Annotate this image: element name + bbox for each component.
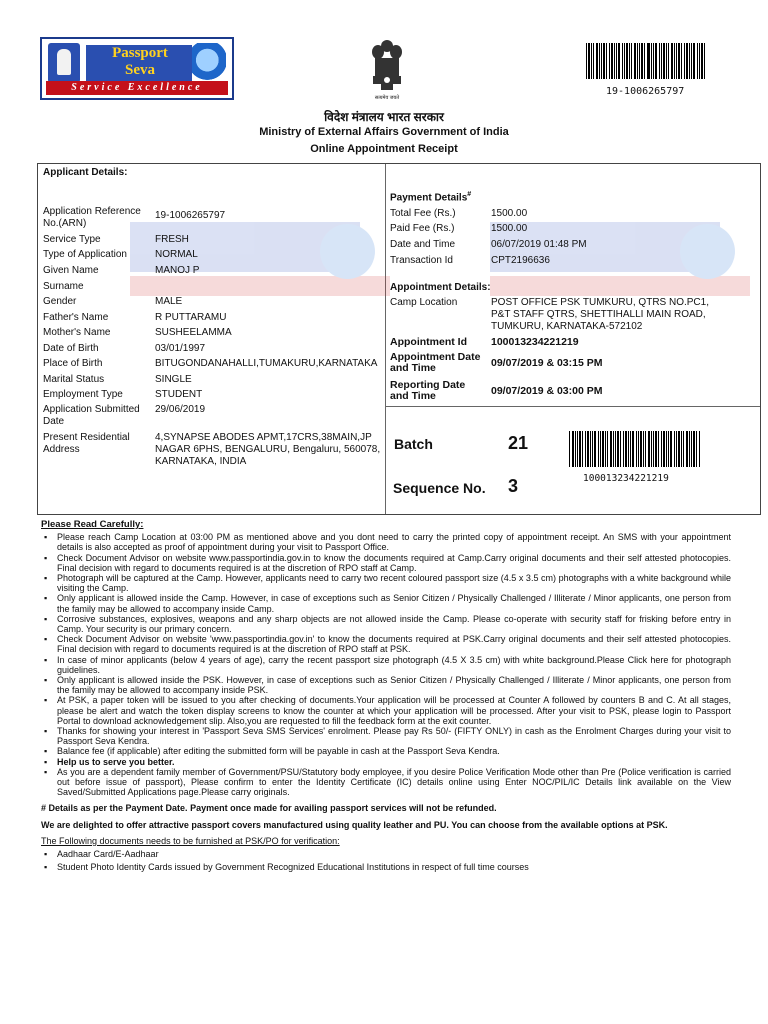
barcode-bar bbox=[615, 431, 616, 467]
applicant-value: FRESH bbox=[155, 234, 189, 245]
barcode-bar bbox=[569, 431, 570, 467]
barcode-bar bbox=[676, 431, 677, 467]
barcode-bar bbox=[686, 43, 688, 79]
barcode-bar bbox=[678, 431, 680, 467]
instruction-item: ▪ Only applicant is allowed inside the Camp. However, in case of exceptions such as Senior Citizen / Physically Challenged / Illiterate / Minor applicants, one person from the family may be allowed to accompany inside Camp. bbox=[57, 593, 731, 613]
barcode-bar bbox=[691, 43, 692, 79]
barcode-bar bbox=[637, 43, 638, 79]
instructions-title: Please Read Carefully: bbox=[41, 519, 144, 530]
applicant-value: SUSHEELAMMA bbox=[155, 327, 232, 338]
barcode-bar bbox=[659, 43, 660, 79]
documents-title: The Following documents needs to be furnished at PSK/PO for verification: bbox=[41, 835, 340, 846]
barcode-bar bbox=[681, 43, 682, 79]
payment-value: 1500.00 bbox=[491, 208, 528, 219]
barcode-bar bbox=[655, 43, 657, 79]
payment-value: 06/07/2019 01:48 PM bbox=[491, 239, 587, 250]
barcode-bar bbox=[626, 43, 628, 79]
barcode-bar bbox=[663, 43, 665, 79]
barcode-bar bbox=[601, 43, 602, 79]
applicant-label: Application Submitted Date bbox=[43, 404, 140, 427]
document-item: ▪ Aadhaar Card/E-Aadhaar bbox=[57, 849, 731, 859]
barcode-bar bbox=[651, 43, 652, 79]
barcode-bar bbox=[704, 43, 705, 79]
applicant-label: Employment Type bbox=[43, 389, 123, 400]
applicant-value: SINGLE bbox=[155, 374, 192, 385]
barcode-bar bbox=[582, 431, 583, 467]
payment-value: 1500.00 bbox=[491, 223, 528, 234]
applicant-value: 4,SYNAPSE ABODES APMT,17CRS,38MAIN,JP NAGAR 6PHS, BENGALURU, Bengaluru, 560078, KARNATAKA, INDIA bbox=[155, 432, 381, 467]
applicant-label: Type of Application bbox=[43, 249, 127, 260]
barcode-bar bbox=[623, 431, 624, 467]
barcode-bar bbox=[689, 431, 690, 467]
logo-title bbox=[86, 45, 194, 83]
instruction-item: ▪ Check Document Advisor on website 'www.passportindia.gov.in' to know the documents required at PSK.Carry original documents and their self attested photocopies. Final decision with regard to documents required is at the discretion of RPO staff at PSK. bbox=[57, 634, 731, 654]
logo-title-line1: Passport bbox=[112, 45, 168, 61]
barcode-bar bbox=[674, 431, 675, 467]
passport-seva-logo bbox=[40, 37, 234, 100]
barcode-bar bbox=[668, 43, 669, 79]
barcode-bar bbox=[653, 43, 654, 79]
barcode-bar bbox=[701, 43, 703, 79]
barcode-bar bbox=[645, 431, 646, 467]
barcode-bar bbox=[625, 431, 627, 467]
barcode-bar bbox=[631, 43, 632, 79]
barcode-bar bbox=[594, 431, 596, 467]
barcode-bar bbox=[647, 43, 648, 79]
barcode-bar bbox=[693, 43, 695, 79]
barcode-bar bbox=[661, 431, 662, 467]
applicant-label: Surname bbox=[43, 281, 84, 292]
barcode-bar bbox=[602, 431, 604, 467]
national-emblem-icon bbox=[370, 38, 404, 102]
header-receipt-title: Online Appointment Receipt bbox=[310, 143, 458, 155]
barcode-bar bbox=[686, 431, 688, 467]
barcode-bar bbox=[616, 43, 617, 79]
instruction-item: ▪ Balance fee (if applicable) after editing the submitted form will be payable in cash at the Passport Seva Kendra. bbox=[57, 746, 731, 756]
barcode-bar bbox=[671, 43, 673, 79]
barcode-bar bbox=[683, 431, 684, 467]
barcode-bar bbox=[681, 431, 682, 467]
appointment-id-value: 100013234221219 bbox=[491, 336, 579, 348]
payment-value: CPT2196636 bbox=[491, 255, 550, 266]
barcode-bar bbox=[592, 431, 593, 467]
payment-superscript: # bbox=[467, 191, 472, 198]
applicant-value: BITUGONDANAHALLI,TUMAKURU,KARNATAKA bbox=[155, 358, 378, 369]
batch-label: Batch bbox=[394, 436, 433, 452]
barcode-bar bbox=[610, 431, 612, 467]
barcode-bar bbox=[648, 431, 650, 467]
applicant-value: 29/06/2019 bbox=[155, 404, 206, 415]
instruction-item: ▪ Corrosive substances, explosives, weapons and any sharp objects are not allowed inside the Camp. Please co-operate with security staff for frisking before entry in Camp. Your security is our primary concern. bbox=[57, 614, 731, 634]
barcode-bar bbox=[666, 43, 667, 79]
instruction-item: ▪ Photograph will be captured at the Camp. However, applicants need to carry two recent coloured passport size (4.5 x 3.5 cm) photographs with a white background while visiting the Camp. bbox=[57, 573, 731, 593]
header-ministry: Ministry of External Affairs Government of India bbox=[259, 126, 509, 138]
payment-label: Paid Fee (Rs.) bbox=[390, 223, 455, 234]
barcode-bar bbox=[629, 43, 630, 79]
barcode-bar bbox=[575, 431, 576, 467]
instruction-item: ▪ Only applicant is allowed inside the PSK. However, in case of exceptions such as Senior Citizen / Physically Challenged / Illiterate / Minor applicants, one person from the family may be allowed to accompany inside PSK. bbox=[57, 675, 731, 695]
barcode-bar bbox=[639, 43, 640, 79]
camp-location-value: POST OFFICE PSK TUMKURU, QTRS NO.PC1, P&T STAFF QTRS, SHETTIHALLI MAIN ROAD, TUMKURU, KARNATAKA-572102 bbox=[491, 297, 709, 332]
barcode-bar bbox=[632, 431, 634, 467]
barcode-bar bbox=[691, 431, 692, 467]
barcode-bar bbox=[663, 431, 665, 467]
barcode-bar bbox=[600, 431, 601, 467]
barcode-bar bbox=[643, 431, 644, 467]
barcode-bar bbox=[661, 43, 662, 79]
applicant-label: Father's Name bbox=[43, 312, 109, 323]
barcode-bar bbox=[611, 43, 613, 79]
payment-label: Date and Time bbox=[390, 239, 456, 250]
barcode-bar bbox=[670, 431, 672, 467]
reporting-datetime-value: 09/07/2019 & 03:00 PM bbox=[491, 385, 603, 397]
globe-icon bbox=[192, 43, 226, 81]
arn-barcode-text: 19-1006265797 bbox=[606, 86, 685, 97]
barcode-bar bbox=[591, 43, 592, 79]
barcode-bar bbox=[577, 431, 578, 467]
applicant-label: Place of Birth bbox=[43, 358, 103, 369]
barcode-bar bbox=[693, 431, 695, 467]
barcode-bar bbox=[606, 43, 607, 79]
barcode-bar bbox=[658, 431, 659, 467]
instruction-item: ▪ Thanks for showing your interest in 'Passport Seva SMS Services' enrolment. Please pay Rs 50/- (FIFTY ONLY) in cash as the Enrolment Charges during your visit to Passport Seva Kendra. bbox=[57, 726, 731, 746]
batch-value: 21 bbox=[508, 433, 529, 453]
payment-note: # Details as per the Payment Date. Payment once made for availing passport services will not be refunded. bbox=[41, 803, 497, 814]
barcode-bar bbox=[614, 43, 615, 79]
barcode-bar bbox=[636, 431, 637, 467]
applicant-label: Service Type bbox=[43, 234, 101, 245]
applicant-value: STUDENT bbox=[155, 389, 203, 400]
barcode-bar bbox=[638, 431, 639, 467]
barcode-bar bbox=[609, 43, 610, 79]
instruction-item: ▪ As you are a dependent family member of Government/PSU/Statutory body employee, if you desire Police Verification Mode other than Pre (Police verification is carried out before issue of passport), Please confirm to enter the Identity Certificate (IC) details online using Enter NOC/PIL/IC Details link available on the View Saved/Submitted Applications page.Please carry originals. bbox=[57, 767, 731, 798]
barcode-bar bbox=[641, 43, 643, 79]
barcode-bar bbox=[644, 43, 645, 79]
applicant-label: Application Reference No.(ARN) bbox=[43, 206, 141, 229]
barcode-bar bbox=[678, 43, 680, 79]
barcode-bar bbox=[630, 431, 631, 467]
applicant-value: NORMAL bbox=[155, 249, 198, 260]
applicant-section-title: Applicant Details: bbox=[43, 167, 128, 178]
header-hindi: विदेश मंत्रालय भारत सरकार bbox=[324, 110, 444, 124]
reporting-datetime-label: Reporting Date and Time bbox=[390, 379, 466, 402]
barcode-bar bbox=[640, 431, 642, 467]
appointment-section-title: Appointment Details: bbox=[390, 282, 491, 293]
appointment-id-label: Appointment Id bbox=[390, 336, 467, 348]
appointment-datetime-value: 09/07/2019 & 03:15 PM bbox=[491, 357, 603, 369]
barcode-bar bbox=[653, 431, 654, 467]
instruction-item: ▪ In case of minor applicants (below 4 years of age), carry the recent passport size photograph (4.5 X 3.5 cm) with white background.Please Click here for photograph guidelines. bbox=[57, 655, 731, 675]
barcode-bar bbox=[605, 431, 606, 467]
camp-location-label: Camp Location bbox=[390, 297, 458, 308]
barcode-bar bbox=[585, 431, 586, 467]
barcode-bar bbox=[655, 431, 657, 467]
instructions-section bbox=[41, 520, 731, 876]
logo-tagline: Service Excellence bbox=[46, 81, 228, 95]
barcode-bar bbox=[617, 431, 619, 467]
barcode-bar bbox=[674, 43, 675, 79]
barcode-bar bbox=[699, 43, 700, 79]
arn-barcode bbox=[586, 43, 706, 79]
appointment-barcode bbox=[569, 431, 701, 467]
column-divider bbox=[385, 164, 386, 514]
barcode-bar bbox=[666, 431, 667, 467]
applicant-label: Gender bbox=[43, 296, 77, 307]
barcode-bar bbox=[572, 431, 574, 467]
instruction-item: ▪ Check Document Advisor on website www.passportindia.gov.in to know the documents required at Camp.Carry original documents and their self attested photocopies. Final decision with regard to documents required is at the discretion of RPO staff at Camp. bbox=[57, 553, 731, 573]
ashoka-emblem-icon bbox=[48, 43, 80, 83]
payment-title-text: Payment Details bbox=[390, 192, 468, 204]
payment-label: Total Fee (Rs.) bbox=[390, 208, 456, 219]
barcode-bar bbox=[590, 431, 591, 467]
applicant-value: 03/01/1997 bbox=[155, 343, 206, 354]
emblem-caption: सत्यमेव जयते bbox=[374, 95, 400, 101]
barcode-bar bbox=[579, 431, 581, 467]
payment-section-title bbox=[390, 191, 471, 203]
barcode-bar bbox=[588, 43, 590, 79]
barcode-bar bbox=[651, 431, 652, 467]
barcode-bar bbox=[620, 431, 621, 467]
sequence-value: 3 bbox=[508, 476, 519, 496]
barcode-bar bbox=[596, 43, 598, 79]
appointment-barcode-text: 100013234221219 bbox=[583, 473, 669, 484]
batch-divider bbox=[386, 406, 760, 407]
instruction-item: ▪ At PSK, a paper token will be issued to you after checking of documents.Your application will be processed at Counter A followed by counters B and C. At all stages, please be alert and watch the token display screens to know the counter at which your application will be processed. After your visit to PSK, please login to Passport Portal to download acknowledgement slip. Also,you are requested to fill the feedback form at the exit counter. bbox=[57, 695, 731, 726]
barcode-bar bbox=[634, 43, 636, 79]
barcode-bar bbox=[699, 431, 700, 467]
barcode-bar bbox=[628, 431, 629, 467]
document-item: ▪ Student Photo Identity Cards issued by Government Recognized Educational Institutions in respect of full time courses bbox=[57, 862, 731, 872]
barcode-bar bbox=[689, 43, 690, 79]
applicant-label: Marital Status bbox=[43, 374, 105, 385]
applicant-label: Given Name bbox=[43, 265, 99, 276]
barcode-bar bbox=[648, 43, 650, 79]
barcode-bar bbox=[593, 43, 594, 79]
barcode-bar bbox=[696, 431, 697, 467]
instruction-item: ▪ Please reach Camp Location at 03:00 PM as mentioned above and you dont need to carry the printed copy of appointment receipt. An SMS with your appointment details is also accepted as proof of appointment during your visit to Passport Office. bbox=[57, 532, 731, 552]
logo-title-line2: Seva bbox=[125, 62, 155, 78]
barcode-bar bbox=[622, 43, 623, 79]
barcode-bar bbox=[599, 43, 600, 79]
barcode-bar bbox=[613, 431, 614, 467]
barcode-bar bbox=[603, 43, 605, 79]
instructions-list bbox=[41, 532, 731, 797]
passport-cover-note: We are delighted to offer attractive passport covers manufactured using quality leather and PU. You can choose from the available options at PSK. bbox=[41, 819, 668, 830]
instruction-item: ▪ Help us to serve you better. bbox=[57, 757, 731, 767]
documents-list bbox=[41, 849, 731, 872]
barcode-bar bbox=[624, 43, 625, 79]
barcode-bar bbox=[598, 431, 599, 467]
applicant-label: Date of Birth bbox=[43, 343, 99, 354]
applicant-label: Mother's Name bbox=[43, 327, 111, 338]
barcode-bar bbox=[684, 43, 685, 79]
appointment-datetime-label: Appointment Date and Time bbox=[390, 351, 481, 374]
barcode-bar bbox=[668, 431, 669, 467]
sequence-label: Sequence No. bbox=[393, 480, 486, 496]
applicant-value: R PUTTARAMU bbox=[155, 312, 227, 323]
applicant-value: MALE bbox=[155, 296, 183, 307]
barcode-bar bbox=[676, 43, 677, 79]
barcode-bar bbox=[586, 43, 587, 79]
payment-label: Transaction Id bbox=[390, 255, 453, 266]
applicant-value: 19-1006265797 bbox=[155, 210, 226, 221]
applicant-value: MANOJ P bbox=[155, 265, 200, 276]
barcode-bar bbox=[618, 43, 620, 79]
barcode-bar bbox=[697, 43, 698, 79]
applicant-label: Present Residential Address bbox=[43, 432, 130, 455]
barcode-bar bbox=[607, 431, 608, 467]
barcode-bar bbox=[587, 431, 589, 467]
